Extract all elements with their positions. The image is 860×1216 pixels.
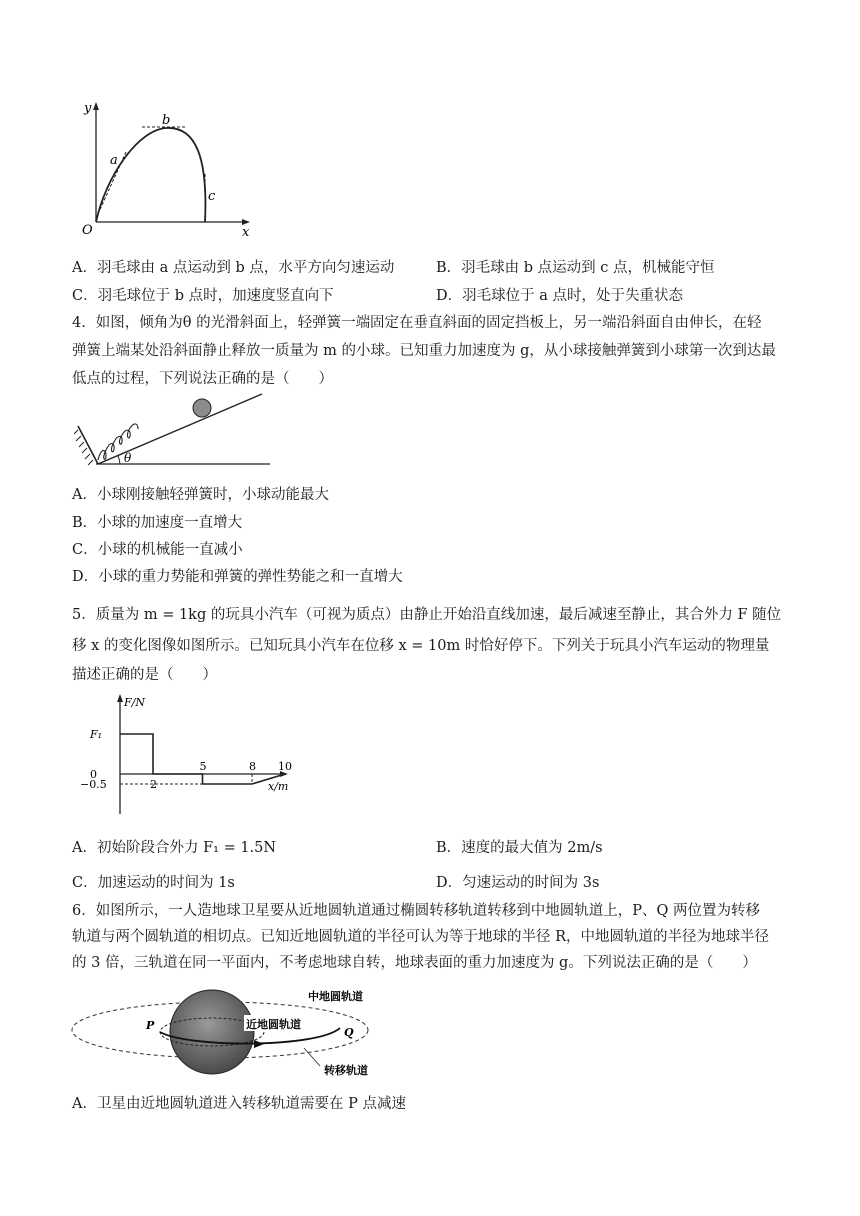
q3-trajectory-figure <box>78 96 258 238</box>
q5-x-tick-label: 10 <box>278 760 292 773</box>
q6-stem-line-1: 6．如图所示，一人造地球卫星要从近地圆轨道通过椭圆转移轨道转移到中地圆轨道上，P、Q 两位置为转移 <box>72 903 760 919</box>
q5-y-axis-label: F/N <box>124 696 145 709</box>
q4-option-c: C．小球的机械能一直减小 <box>72 542 243 558</box>
q4-theta-label: θ <box>124 451 132 465</box>
q5-x-tick-label: 8 <box>249 760 256 773</box>
q6-transfer-orbit-label: 转移轨道 <box>324 1064 368 1077</box>
q4-option-b: B．小球的加速度一直增大 <box>72 515 243 531</box>
q6-option-a: A．卫星由近地圆轨道进入转移轨道需要在 P 点减速 <box>72 1096 406 1112</box>
q3-point-a-label: a <box>110 153 118 168</box>
q3-x-axis-label: x <box>242 225 250 238</box>
q5-y-tick-label: −0.5 <box>80 778 107 791</box>
q4-option-d: D．小球的重力势能和弹簧的弹性势能之和一直增大 <box>72 569 403 585</box>
q3-option-c: C．羽毛球位于 b 点时，加速度竖直向下 <box>72 288 334 304</box>
q4-option-a: A．小球刚接触轻弹簧时，小球动能最大 <box>72 487 329 503</box>
q4-incline-figure <box>74 390 274 470</box>
q3-option-b: B．羽毛球由 b 点运动到 c 点，机械能守恒 <box>436 260 715 276</box>
q6-point-q-label: Q <box>344 1026 354 1039</box>
q5-x-tick-label: 2 <box>150 778 157 791</box>
q6-orbit-figure <box>68 982 388 1082</box>
q6-mid-orbit-label: 中地圆轨道 <box>308 990 363 1003</box>
q3-point-c-label: c <box>208 189 216 204</box>
q5-x-axis-label: x/m <box>268 780 289 793</box>
q3-origin-label: O <box>82 223 93 238</box>
q3-option-a: A．羽毛球由 a 点运动到 b 点，水平方向匀速运动 <box>72 260 395 276</box>
q5-stem-line-1: 5．质量为 m = 1kg 的玩具小汽车（可视为质点）由静止开始沿直线加速，最后减速至静止，其合外力 F 随位 <box>72 607 782 623</box>
q5-option-d: D．匀速运动的时间为 3s <box>436 875 600 891</box>
q5-force-displacement-chart <box>76 690 300 822</box>
q5-stem-line-3: 描述正确的是（ ） <box>72 667 217 683</box>
q5-option-c: C．加速运动的时间为 1s <box>72 875 235 891</box>
q5-x-tick-label: 5 <box>199 760 207 773</box>
q5-stem-line-2: 移 x 的变化图像如图所示。已知玩具小汽车在位移 x = 10m 时恰好停下。下列关于玩具小汽车运动的物理量 <box>72 638 770 654</box>
q5-option-b: B．速度的最大值为 2m/s <box>436 840 603 856</box>
q6-point-p-label: P <box>146 1019 155 1032</box>
q4-stem-line-1: 4．如图，倾角为θ 的光滑斜面上，轻弹簧一端固定在垂直斜面的固定挡板上，另一端沿斜面自由伸长，在轻 <box>72 315 762 331</box>
q3-point-b-label: b <box>162 113 171 128</box>
q3-y-axis-label: y <box>84 101 92 116</box>
q6-stem-line-3: 的 3 倍，三轨道在同一平面内，不考虑地球自转，地球表面的重力加速度为 g。下列说法正确的是（ ） <box>72 955 757 971</box>
q6-stem-line-2: 轨道与两个圆轨道的相切点。已知近地圆轨道的半径可认为等于地球的半径 R，中地圆轨道的半径为地球半径 <box>72 929 770 945</box>
q5-y-tick-label: 0 <box>90 768 97 781</box>
q4-stem-line-3: 低点的过程，下列说法正确的是（ ） <box>72 371 333 387</box>
q6-near-orbit-label: 近地圆轨道 <box>246 1018 301 1031</box>
q5-option-a: A．初始阶段合外力 F₁ = 1.5N <box>72 840 277 856</box>
q3-option-d: D．羽毛球位于 a 点时，处于失重状态 <box>436 288 683 304</box>
q5-y-tick-label: F₁ <box>90 728 103 741</box>
q4-stem-line-2: 弹簧上端某处沿斜面静止释放一质量为 m 的小球。已知重力加速度为 g，从小球接触弹簧到小球第一次到达最 <box>72 343 776 359</box>
